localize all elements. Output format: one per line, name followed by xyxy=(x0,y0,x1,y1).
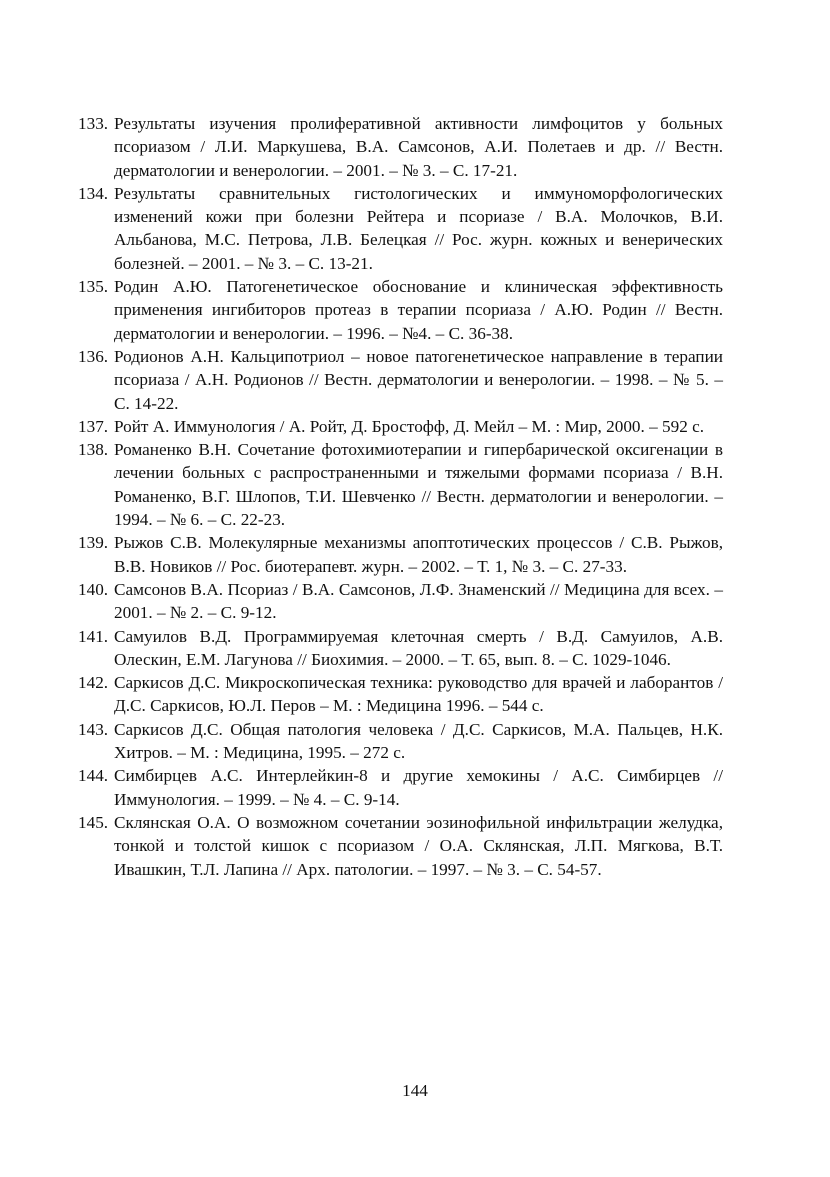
reference-text: Ройт А. Иммунология / А. Ройт, Д. Бростофф, Д. Мейл – М. : Мир, 2000. – 592 с. xyxy=(114,416,705,436)
reference-text: Саркисов Д.С. Микроскопическая техника: руководство для врачей и лаборантов / Д.С. Саркисов, Ю.Л. Перов – М. : Медицина 1996. – 544 с. xyxy=(114,673,723,716)
reference-list xyxy=(78,112,723,881)
reference-text: Родионов А.Н. Кальципотриол – новое патогенетическое направление в терапии псориаза / А.Н. Родионов // Вестн. дерматологии и венерологии. – 1998. – № 5. – С. 14-22. xyxy=(114,346,723,413)
reference-number: 145. xyxy=(78,812,109,832)
reference-item xyxy=(78,578,723,625)
reference-text: Романенко В.Н. Сочетание фотохимиотерапии и гипербарической оксигенации в лечении больных с распространенными и тяжелыми формами псориаза / В.Н. Романенко, В.Г. Шлопов, Т.И. Шевченко // Вестн. дерматологии и венерологии. – 1994. – № 6. – С. 22-23. xyxy=(114,440,723,530)
reference-number: 137. xyxy=(78,416,109,436)
reference-text: Родин А.Ю. Патогенетическое обоснование и клиническая эффективность применения ингибиторов протеаз в терапии псориаза / А.Ю. Родин // Вестн. дерматологии и венерологии. – 1996. – №4. – С. 36-38. xyxy=(114,277,723,343)
reference-number: 133. xyxy=(78,114,109,133)
reference-text: Склянская О.А. О возможном сочетании эозинофильной инфильтрации желудка, тонкой и толстой кишок с псориазом / О.А. Склянская, Л.П. Мягкова, В.Т. Ивашкин, Т.Л. Лапина // Арх. патологии. – 1997. – № 3. – С. 54-57. xyxy=(114,812,723,879)
reference-text: Самуилов В.Д. Программируемая клеточная смерть / В.Д. Самуилов, А.В. Олескин, Е.М. Лагунова // Биохимия. – 2000. – Т. 65, вып. 8. – С. 1029-1046. xyxy=(114,626,723,669)
reference-number: 140. xyxy=(78,579,109,599)
reference-number: 136. xyxy=(78,346,109,366)
reference-item xyxy=(78,671,723,718)
reference-number: 142. xyxy=(78,673,109,693)
reference-number: 141. xyxy=(78,626,109,646)
reference-item xyxy=(78,531,723,578)
reference-item xyxy=(78,438,723,531)
reference-item xyxy=(78,275,723,345)
reference-text: Результаты сравнительных гистологических и иммуноморфологических изменений кожи при болезни Рейтера и псориазе / В.А. Молочков, В.И. Альбанова, М.С. Петрова, Л.В. Белецкая // Рос. журн. кожных и венерических болезней. – 2001. – № 3. – С. 13-21. xyxy=(114,183,723,273)
reference-text: Результаты изучения пролиферативной активности лимфоцитов у больных псориазом / Л.И. Маркушева, В.А. Самсонов, А.И. Полетаев и др. // Вестн. дерматологии и венерологии. – 2001. – № 3. – С. 17-21. xyxy=(114,114,723,180)
reference-text: Саркисов Д.С. Общая патология человека / Д.С. Саркисов, М.А. Пальцев, Н.К. Хитров. – М. : Медицина, 1995. – 272 с. xyxy=(114,719,723,763)
reference-number: 143. xyxy=(78,719,109,739)
reference-item xyxy=(78,415,723,438)
reference-item xyxy=(78,182,723,275)
reference-item xyxy=(78,811,723,881)
reference-text: Самсонов В.А. Псориаз / В.А. Самсонов, Л.Ф. Знаменский // Медицина для всех. – 2001. – № 2. – С. 9-12. xyxy=(114,579,723,623)
reference-number: 134. xyxy=(78,183,109,203)
reference-number: 144. xyxy=(78,766,109,786)
reference-number: 135. xyxy=(78,277,109,297)
reference-item xyxy=(78,764,723,811)
reference-item xyxy=(78,625,723,672)
reference-item xyxy=(78,718,723,765)
reference-item xyxy=(78,345,723,415)
reference-number: 139. xyxy=(78,533,109,553)
reference-number: 138. xyxy=(78,440,109,460)
reference-text: Рыжов С.В. Молекулярные механизмы апоптотических процессов / С.В. Рыжов, В.В. Новиков // Рос. биотерапевт. журн. – 2002. – Т. 1, № 3. – С. 27-33. xyxy=(114,533,723,576)
reference-item xyxy=(78,112,723,182)
page-number: 144 xyxy=(402,1081,428,1100)
reference-text: Симбирцев А.С. Интерлейкин-8 и другие хемокины / А.С. Симбирцев // Иммунология. – 1999. – № 4. – С. 9-14. xyxy=(114,766,723,809)
